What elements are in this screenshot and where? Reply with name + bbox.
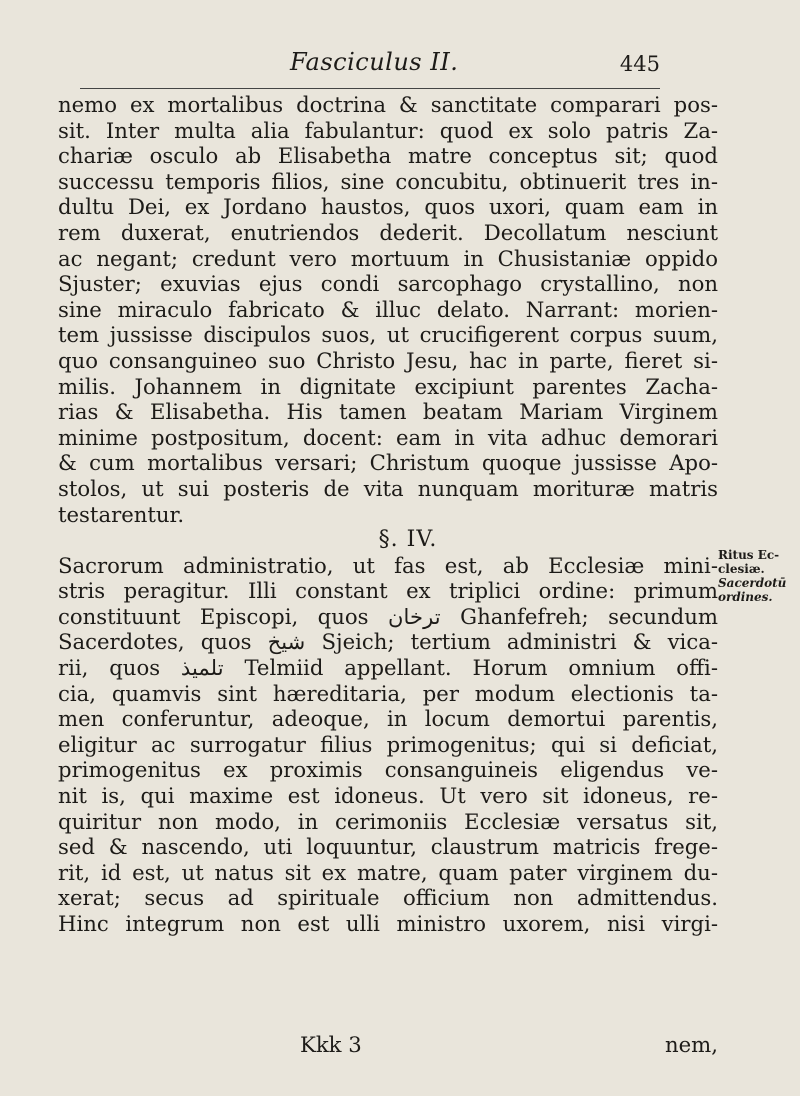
text-line: Sacerdotes, quos شيخ Sjeich; tertium administri & vica- (58, 629, 718, 655)
text-line: successu temporis filios, sine concubitu, obtinuerit tres in- (58, 168, 718, 194)
margin-note-line: Ritus Ec- (718, 548, 780, 562)
margin-note-sacerdotum (718, 576, 798, 604)
text-line: cia, quamvis sint hæreditaria, per modum electionis ta- (58, 680, 718, 706)
text-line: quo consanguineo suo Christo Jesu, hac in parte, fieret si- (58, 347, 718, 373)
catchword: nem, (664, 1032, 718, 1057)
text-line: chariæ osculo ab Elisabetha matre conceptus sit; quod (58, 143, 718, 169)
text-line: tem jussisse discipulos suos, ut crucifigerent corpus suum, (58, 322, 718, 348)
text-line: minime postpositum, docent: eam in vita adhuc demorari (58, 424, 718, 450)
margin-note-ritus (718, 548, 798, 576)
page-number: 445 (619, 52, 660, 76)
text-line: constituunt Episcopi, quos ترخان Ghanfefreh; secundum (58, 603, 718, 629)
margin-note-line: clesiæ. (718, 562, 765, 576)
body-text (58, 92, 718, 937)
text-line: xerat; secus ad spirituale officium non admittendus. (58, 885, 718, 911)
running-title: Fasciculus II. (290, 48, 459, 76)
text-line: rem duxerat, enutriendos dederit. Decollatum nesciunt (58, 219, 718, 245)
margin-note-line: ordines. (718, 590, 773, 604)
text-line: Sjuster; exuvias ejus condi sarcophago crystallino, non (58, 271, 718, 297)
text-line: Hinc integrum non est ulli ministro uxorem, nisi virgi- (58, 911, 718, 936)
text-line: nemo ex mortalibus doctrina & sanctitate comparari pos- (58, 92, 718, 117)
section-heading: §. IV. (378, 527, 438, 553)
page-footer (300, 1032, 718, 1058)
text-line: rias & Elisabetha. His tamen beatam Mariam Virginem (58, 399, 718, 425)
text-line: men conferuntur, adeoque, in locum demortui parentis, (58, 706, 718, 732)
text-line: testarentur. (58, 501, 185, 527)
text-line: ac negant; credunt vero mortuum in Chusistaniæ oppido (58, 245, 718, 271)
text-line: rii, quos تلميذ Telmiid appellant. Horum omnium offi- (58, 655, 718, 681)
page-header (80, 48, 660, 89)
text-line: stolos, ut sui posteris de vita nunquam morituræ matris (58, 475, 718, 501)
text-line: stris peragitur. Illi constant ex triplici ordine: primum (58, 578, 718, 604)
signature-mark: Kkk 3 (300, 1032, 362, 1057)
margin-note-line: Sacerdotū (718, 576, 787, 590)
text-line: milis. Johannem in dignitate excipiunt parentes Zacha- (58, 373, 718, 399)
text-line: dultu Dei, ex Jordano haustos, quos uxori, quam eam in (58, 194, 718, 220)
text-line: primogenitus ex proximis consanguineis eligendus ve- (58, 757, 718, 783)
text-line: sine miraculo fabricato & illuc delato. Narrant: morien- (58, 296, 718, 322)
text-line: rit, id est, ut natus sit ex matre, quam pater virginem du- (58, 859, 718, 885)
text-line: quiritur non modo, in cerimoniis Ecclesiæ versatus sit, (58, 808, 718, 834)
text-line: & cum mortalibus versari; Christum quoque jussisse Apo- (58, 450, 718, 476)
text-line: eligitur ac surrogatur filius primogenitus; qui si deficiat, (58, 731, 718, 757)
text-line: Sacrorum administratio, ut fas est, ab Ecclesiæ mini- (58, 552, 718, 578)
text-line: sed & nascendo, uti loquuntur, claustrum matricis frege- (58, 834, 718, 860)
text-line: nit is, qui maxime est idoneus. Ut vero sit idoneus, re- (58, 783, 718, 809)
text-line: sit. Inter multa alia fabulantur: quod ex solo patris Za- (58, 117, 718, 143)
